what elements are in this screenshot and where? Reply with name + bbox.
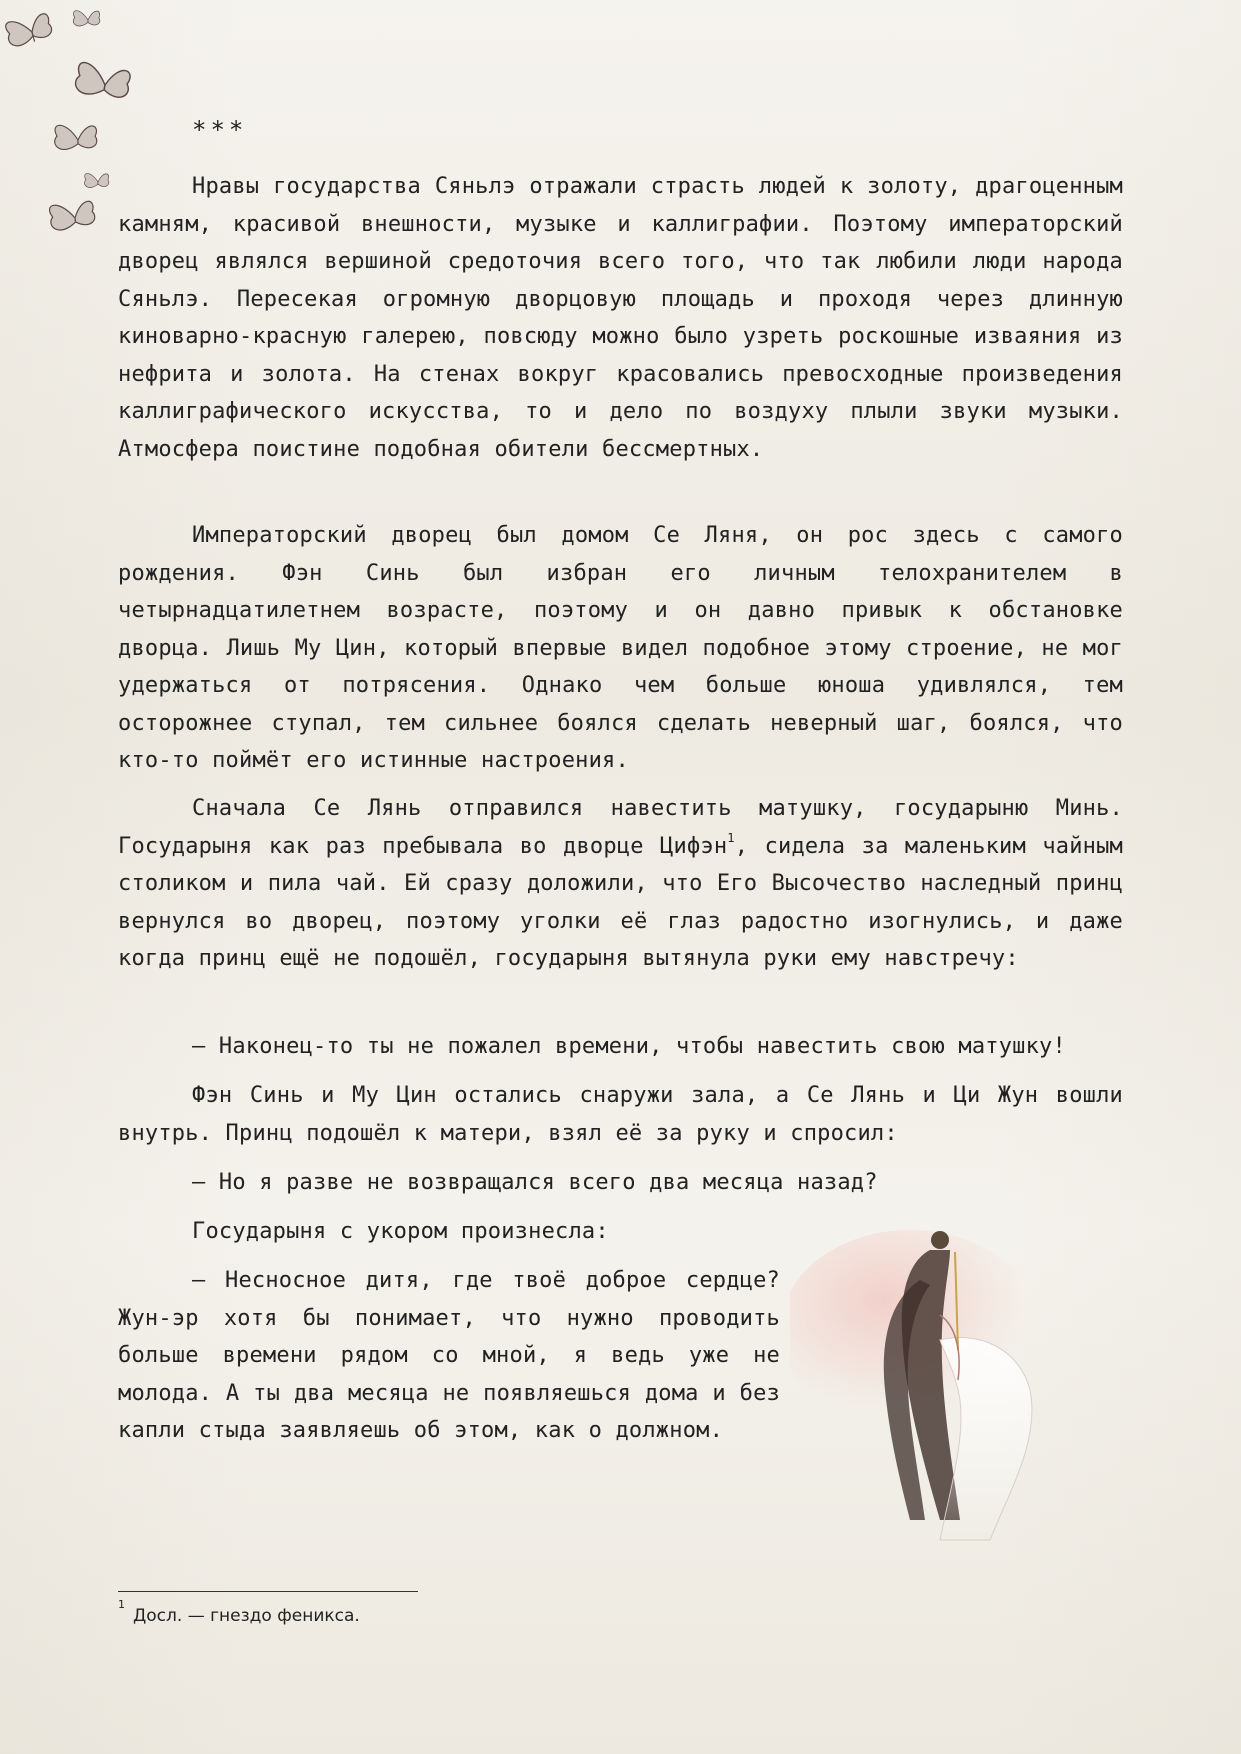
dialogue-line: — Наконец-то ты не пожалел времени, чтобы навестить свою матушку! [192, 1034, 1066, 1059]
character-illustration [790, 1220, 1120, 1550]
paragraph: Государыня с укором произнесла: [192, 1219, 609, 1244]
footnote [118, 1598, 360, 1626]
paragraph: Нравы государства Сяньлэ отражали страсть людей к золоту, драгоценным камням, красивой внешности, музыке и каллиграфии. Поэтому императорский дворец являлся вершиной средоточия всего того, что так любили люди народа Сяньлэ. Пересекая огромную дворцовую площадь и проходя через длинную киноварно-красную галерею, повсюду можно было узреть роскошные изваяния из нефрита и золота. На стенах вокруг красовались превосходные произведения каллиграфического искусства, то и дело по воздуху плыли звуки музыки. Атмосфера поистине подобная обители бессмертных. [118, 174, 1123, 462]
dialogue-line: — Несносное дитя, где твоё доброе сердце? Жун-эр хотя бы понимает, что нужно проводить больше времени рядом со мной, я ведь уже не молода. А ты два месяца не появляешься дома и без капли стыда заявляешь об этом, как о должном. [118, 1268, 780, 1443]
footnote-text: Досл. — гнездо феникса. [133, 1606, 360, 1626]
section-separator: *** [192, 116, 248, 144]
footnote-divider [118, 1591, 418, 1592]
paragraph: Сначала Се Лянь отправился навестить матушку, государыню Минь. Государыня как раз пребывала во дворце Цифэн$^1$, сидела за маленьким чайным столиком и пила чай. Ей сразу доложили, что Его Высочество наследный принц вернулся во дворец, поэтому уголки её глаз радостно изогнулись, и даже когда принц ещё не подошёл, государыня вытянула руки ему навстречу: [118, 796, 1123, 971]
dialogue-line: — Но я разве не возвращался всего два месяца назад? [192, 1170, 878, 1195]
paragraph: Фэн Синь и Му Цин остались снаружи зала, а Се Лянь и Ци Жун вошли внутрь. Принц подошёл к матери, взял её за руку и спросил: [118, 1083, 1123, 1146]
footnote-number: 1 [118, 1598, 125, 1612]
paragraph: Императорский дворец был домом Се Ляня, он рос здесь с самого рождения. Фэн Синь был избран его личным телохранителем в четырнадцатилетнем возрасте, поэтому и он давно привык к обстановке дворца. Лишь Му Цин, который впервые видел подобное этому строение, не мог удержаться от потрясения. Однако чем больше юноша удивлялся, тем осторожнее ступал, тем сильнее боялся сделать неверный шаг, боялся, что кто-то поймёт его истинные настроения. [118, 523, 1123, 773]
footnote-ref[interactable]: 1 [727, 831, 735, 846]
